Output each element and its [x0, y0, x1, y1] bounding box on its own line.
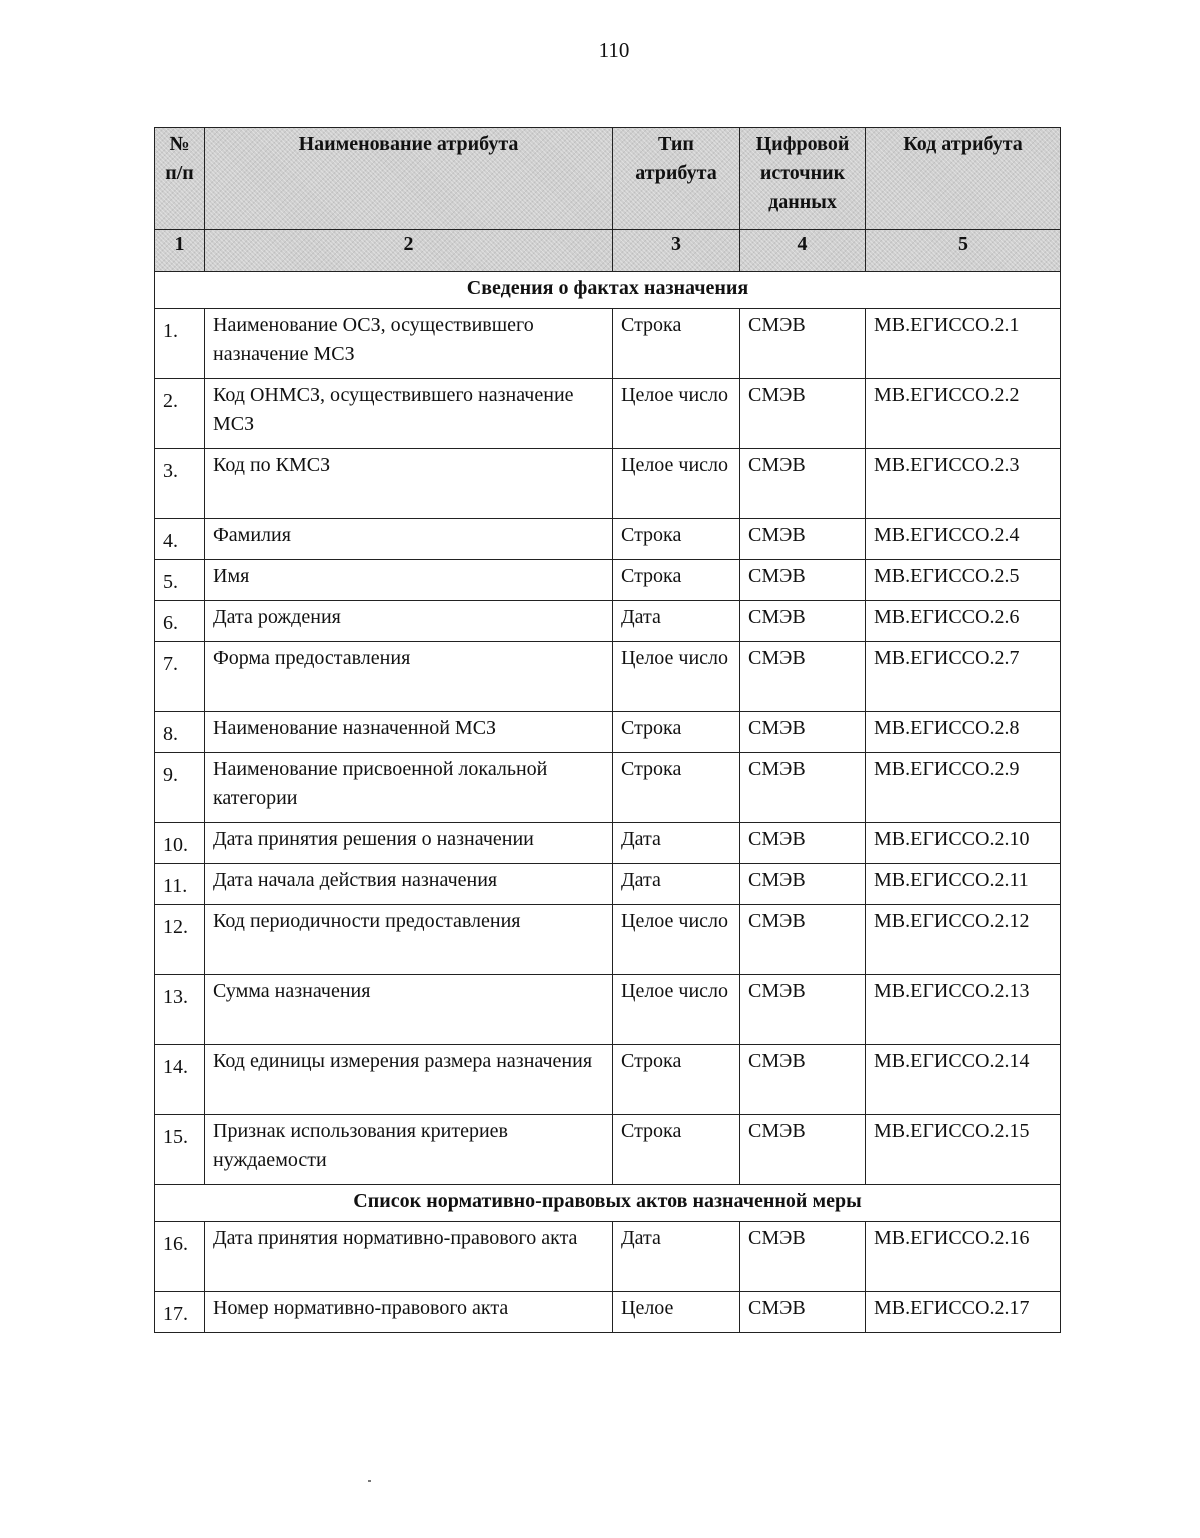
cell-num [155, 1222, 205, 1292]
table-row [155, 642, 1061, 712]
table-row [155, 1115, 1061, 1185]
section-title: Список нормативно-правовых актов назначенной меры [155, 1185, 1061, 1222]
section-title: Сведения о фактах назначения [155, 272, 1061, 309]
cell-code: МВ.ЕГИССО.2.8 [866, 712, 1061, 753]
cell-name: Код ОНМСЗ, осуществившего назначение МСЗ [205, 379, 613, 449]
cell-source: СМЭВ [740, 309, 866, 379]
cell-type: Дата [613, 1222, 740, 1292]
scan-speck [368, 1480, 371, 1482]
cell-source: СМЭВ [740, 1292, 866, 1333]
cell-name: Код периодичности предоставления [205, 905, 613, 975]
table-row [155, 1222, 1061, 1292]
cell-num [155, 1115, 205, 1185]
cell-name: Наименование назначенной МСЗ [205, 712, 613, 753]
cell-num [155, 449, 205, 519]
section-header-row [155, 272, 1061, 309]
cell-num [155, 1045, 205, 1115]
row-number: 17. [163, 1303, 188, 1325]
table-row [155, 1045, 1061, 1115]
cell-type: Целое число [613, 449, 740, 519]
row-number: 12. [163, 916, 188, 938]
cell-code: МВ.ЕГИССО.2.13 [866, 975, 1061, 1045]
cell-name: Дата рождения [205, 601, 613, 642]
row-number: 7. [163, 653, 178, 675]
cell-name: Наименование ОСЗ, осуществившего назначение МСЗ [205, 309, 613, 379]
column-number: 2 [205, 230, 613, 272]
attribute-table [154, 127, 1061, 1333]
cell-type: Строка [613, 753, 740, 823]
cell-type: Строка [613, 519, 740, 560]
cell-name: Наименование присвоенной локальной категории [205, 753, 613, 823]
cell-num [155, 642, 205, 712]
cell-type: Строка [613, 1045, 740, 1115]
column-number-row [155, 230, 1061, 272]
cell-name: Номер нормативно-правового акта [205, 1292, 613, 1333]
cell-source: СМЭВ [740, 560, 866, 601]
column-number: 1 [155, 230, 205, 272]
cell-code: МВ.ЕГИССО.2.2 [866, 379, 1061, 449]
cell-name: Код по КМСЗ [205, 449, 613, 519]
header-code: Код атрибута [866, 128, 1061, 230]
row-number: 4. [163, 530, 178, 552]
cell-name: Форма предоставления [205, 642, 613, 712]
cell-name: Дата начала действия назначения [205, 864, 613, 905]
cell-num [155, 864, 205, 905]
cell-code: МВ.ЕГИССО.2.14 [866, 1045, 1061, 1115]
row-number: 13. [163, 986, 188, 1008]
cell-num [155, 601, 205, 642]
row-number: 6. [163, 612, 178, 634]
cell-code: МВ.ЕГИССО.2.3 [866, 449, 1061, 519]
cell-name: Фамилия [205, 519, 613, 560]
cell-source: СМЭВ [740, 1222, 866, 1292]
cell-source: СМЭВ [740, 712, 866, 753]
cell-num [155, 560, 205, 601]
cell-source: СМЭВ [740, 379, 866, 449]
cell-name: Имя [205, 560, 613, 601]
cell-source: СМЭВ [740, 1115, 866, 1185]
row-number: 8. [163, 723, 178, 745]
cell-code: МВ.ЕГИССО.2.17 [866, 1292, 1061, 1333]
cell-code: МВ.ЕГИССО.2.10 [866, 823, 1061, 864]
cell-type: Целое [613, 1292, 740, 1333]
column-number: 5 [866, 230, 1061, 272]
row-number: 15. [163, 1126, 188, 1148]
cell-type: Строка [613, 560, 740, 601]
cell-source: СМЭВ [740, 642, 866, 712]
table-body [155, 272, 1061, 1333]
cell-code: МВ.ЕГИССО.2.4 [866, 519, 1061, 560]
cell-code: МВ.ЕГИССО.2.11 [866, 864, 1061, 905]
table-row [155, 753, 1061, 823]
cell-source: СМЭВ [740, 864, 866, 905]
section-header-row [155, 1185, 1061, 1222]
cell-code: МВ.ЕГИССО.2.9 [866, 753, 1061, 823]
cell-code: МВ.ЕГИССО.2.5 [866, 560, 1061, 601]
cell-type: Дата [613, 864, 740, 905]
cell-name: Код единицы измерения размера назначения [205, 1045, 613, 1115]
row-number: 16. [163, 1233, 188, 1255]
cell-type: Строка [613, 1115, 740, 1185]
page-number: 110 [598, 38, 630, 62]
table-row [155, 905, 1061, 975]
cell-num [155, 379, 205, 449]
cell-source: СМЭВ [740, 905, 866, 975]
table-header-row [155, 128, 1061, 230]
header-name: Наименование атрибута [205, 128, 613, 230]
cell-code: МВ.ЕГИССО.2.6 [866, 601, 1061, 642]
row-number: 10. [163, 834, 188, 856]
table-row [155, 449, 1061, 519]
cell-name: Дата принятия нормативно-правового акта [205, 1222, 613, 1292]
cell-source: СМЭВ [740, 823, 866, 864]
row-number: 11. [163, 875, 188, 897]
table-row [155, 560, 1061, 601]
cell-type: Строка [613, 309, 740, 379]
cell-source: СМЭВ [740, 519, 866, 560]
cell-code: МВ.ЕГИССО.2.12 [866, 905, 1061, 975]
cell-type: Целое число [613, 379, 740, 449]
column-number: 3 [613, 230, 740, 272]
cell-source: СМЭВ [740, 449, 866, 519]
cell-type: Строка [613, 712, 740, 753]
cell-type: Целое число [613, 642, 740, 712]
cell-num [155, 519, 205, 560]
cell-num [155, 823, 205, 864]
cell-source: СМЭВ [740, 975, 866, 1045]
cell-type: Дата [613, 823, 740, 864]
cell-num [155, 712, 205, 753]
row-number: 3. [163, 460, 178, 482]
cell-code: МВ.ЕГИССО.2.15 [866, 1115, 1061, 1185]
row-number: 9. [163, 764, 178, 786]
cell-num [155, 753, 205, 823]
cell-source: СМЭВ [740, 753, 866, 823]
header-type: Тип атрибута [613, 128, 740, 230]
table-row [155, 601, 1061, 642]
cell-code: МВ.ЕГИССО.2.1 [866, 309, 1061, 379]
cell-name: Признак использования критериев нуждаемости [205, 1115, 613, 1185]
cell-type: Целое число [613, 905, 740, 975]
cell-num [155, 905, 205, 975]
column-number: 4 [740, 230, 866, 272]
table-row [155, 823, 1061, 864]
table-row [155, 379, 1061, 449]
header-num: № п/п [155, 128, 205, 230]
cell-code: МВ.ЕГИССО.2.16 [866, 1222, 1061, 1292]
cell-num [155, 1292, 205, 1333]
cell-name: Сумма назначения [205, 975, 613, 1045]
row-number: 14. [163, 1056, 188, 1078]
cell-num [155, 975, 205, 1045]
cell-source: СМЭВ [740, 601, 866, 642]
cell-type: Целое число [613, 975, 740, 1045]
table-row [155, 712, 1061, 753]
table-row [155, 975, 1061, 1045]
cell-code: МВ.ЕГИССО.2.7 [866, 642, 1061, 712]
cell-name: Дата принятия решения о назначении [205, 823, 613, 864]
cell-num [155, 309, 205, 379]
row-number: 1. [163, 320, 178, 342]
cell-source: СМЭВ [740, 1045, 866, 1115]
row-number: 2. [163, 390, 178, 412]
table-row [155, 1292, 1061, 1333]
table-row [155, 519, 1061, 560]
row-number: 5. [163, 571, 178, 593]
table-row [155, 864, 1061, 905]
table-row [155, 309, 1061, 379]
header-source: Цифровой источник данных [740, 128, 866, 230]
cell-type: Дата [613, 601, 740, 642]
